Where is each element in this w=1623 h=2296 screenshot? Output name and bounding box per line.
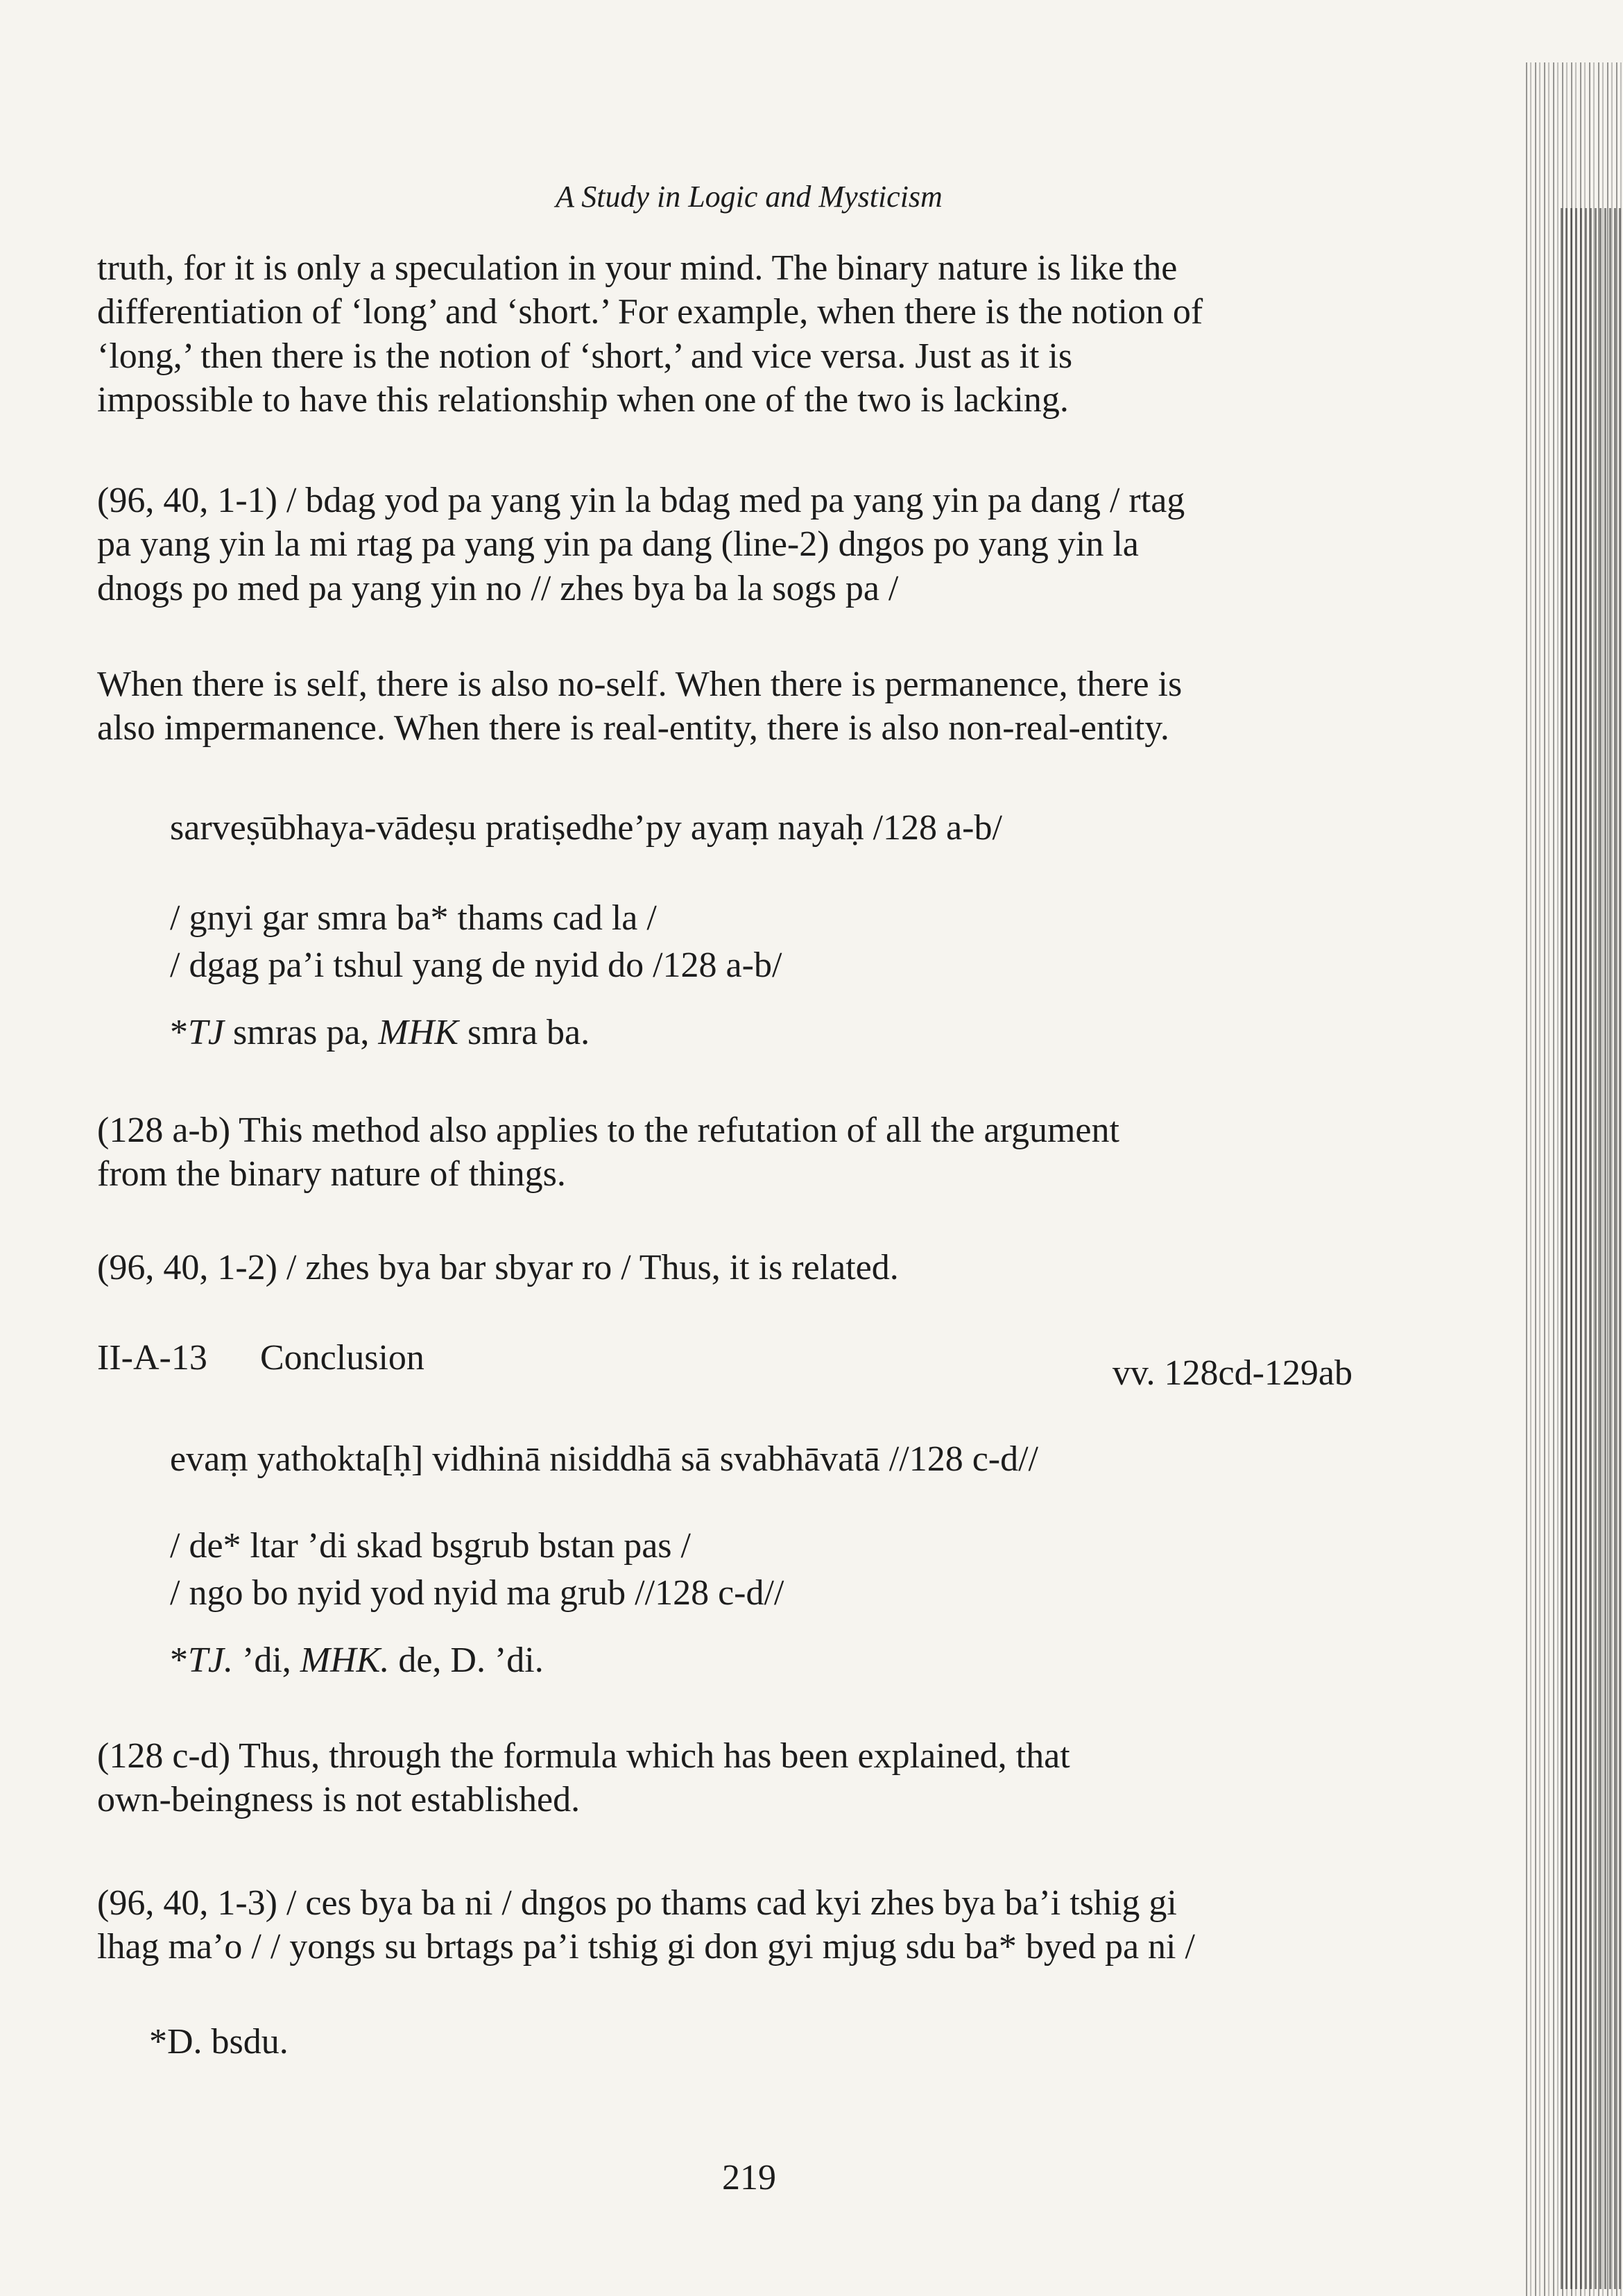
- paragraph-128cd-translation: [97, 1734, 1366, 1822]
- note-text: smra ba.: [458, 1013, 590, 1052]
- verse-range: vv. 128cd-129ab: [1112, 1353, 1352, 1393]
- text-line: When there is self, there is also no-self. When there is permanence, there is: [97, 665, 1183, 704]
- running-head: A Study in Logic and Mysticism: [556, 180, 943, 214]
- note-abbrev-tj: TJ.: [188, 1640, 233, 1680]
- tibetan-commentary-1: [97, 479, 1366, 610]
- text-line: truth, for it is only a speculation in your mind. The binary nature is like the: [97, 248, 1178, 288]
- page-number: 219: [722, 2158, 776, 2198]
- note-text: smras pa,: [224, 1013, 379, 1052]
- footnote-variant-3: [149, 2019, 289, 2066]
- note-text: ’di,: [233, 1640, 300, 1680]
- text-line: / ngo bo nyid yod nyid ma grub //128 c-d//: [170, 1573, 784, 1613]
- text-line: from the binary nature of things.: [97, 1154, 566, 1194]
- text-line: (96, 40, 1-2) / zhes bya bar sbyar ro / Thus, it is related.: [97, 1248, 899, 1287]
- footnote-variant-1: [170, 1009, 1349, 1056]
- paragraph-128ab-translation: [97, 1108, 1366, 1197]
- note-abbrev-mhk: MHK.: [300, 1640, 390, 1680]
- paragraph-binary-nature: [97, 246, 1366, 422]
- text-line: [170, 1009, 1349, 1056]
- tibetan-commentary-3: [97, 1881, 1366, 1969]
- text-line: (96, 40, 1-3) / ces bya ba ni / dngos po thams cad kyi zhes bya ba’i tshig gi: [97, 1883, 1177, 1923]
- text-line: / dgag pa’i tshul yang de nyid do /128 a-b/: [170, 945, 782, 985]
- note-star: *: [170, 1640, 188, 1680]
- tibetan-verse-128ab: [170, 895, 1349, 988]
- text-line: [170, 1637, 1349, 1684]
- text-line: / gnyi gar smra ba* thams cad la /: [170, 898, 657, 938]
- text-line: *D. bsdu.: [149, 2022, 289, 2062]
- text-line: own-beingness is not established.: [97, 1780, 581, 1820]
- text-line: sarveṣūbhaya-vādeṣu pratiṣedhe’py ayaṃ nayaḥ /128 a-b/: [170, 808, 1002, 848]
- sanskrit-verse-128ab: [170, 805, 1349, 852]
- text-line: evaṃ yathokta[ḥ] vidhinā nisiddhā sā svabhāvatā //128 c-d//: [170, 1439, 1038, 1479]
- text-line: (128 a-b) This method also applies to the refutation of all the argument: [97, 1111, 1119, 1150]
- note-text: de, D. ’di.: [389, 1640, 544, 1680]
- note-abbrev-mhk: MHK: [378, 1013, 458, 1052]
- section-title: Conclusion: [260, 1338, 424, 1378]
- note-star: *: [170, 1013, 188, 1052]
- text-line: lhag ma’o / / yongs su brtags pa’i tshig gi don gyi mjug sdu ba* byed pa ni /: [97, 1927, 1195, 1967]
- text-line: impossible to have this relationship when one of the two is lacking.: [97, 380, 1069, 420]
- text-line: (96, 40, 1-1) / bdag yod pa yang yin la bdag med pa yang yin pa dang / rtag: [97, 481, 1185, 520]
- tibetan-commentary-2: [97, 1246, 1366, 1290]
- text-line: (128 c-d) Thus, through the formula which has been explained, that: [97, 1736, 1070, 1776]
- text-line: dnogs po med pa yang yin no // zhes bya ba la sogs pa /: [97, 568, 899, 608]
- text-line: differentiation of ‘long’ and ‘short.’ For example, when there is the notion of: [97, 292, 1203, 332]
- text-line: / de* ltar ’di skad bsgrub bstan pas /: [170, 1526, 691, 1566]
- paragraph-self-no-self: [97, 662, 1366, 751]
- section-number: II-A-13: [97, 1338, 207, 1378]
- text-line: pa yang yin la mi rtag pa yang yin pa dang (line-2) dngos po yang yin la: [97, 524, 1139, 565]
- note-abbrev-tj: TJ: [188, 1013, 224, 1052]
- scan-edge-artifact: [1561, 208, 1623, 2289]
- footnote-variant-2: [170, 1637, 1349, 1684]
- section-heading: [97, 1337, 1352, 1393]
- text-line: also impermanence. When there is real-entity, there is also non-real-entity.: [97, 708, 1169, 748]
- sanskrit-verse-128cd: [170, 1436, 1349, 1483]
- tibetan-verse-128cd: [170, 1523, 1349, 1616]
- text-line: ‘long,’ then there is the notion of ‘short,’ and vice versa. Just as it is: [97, 336, 1073, 376]
